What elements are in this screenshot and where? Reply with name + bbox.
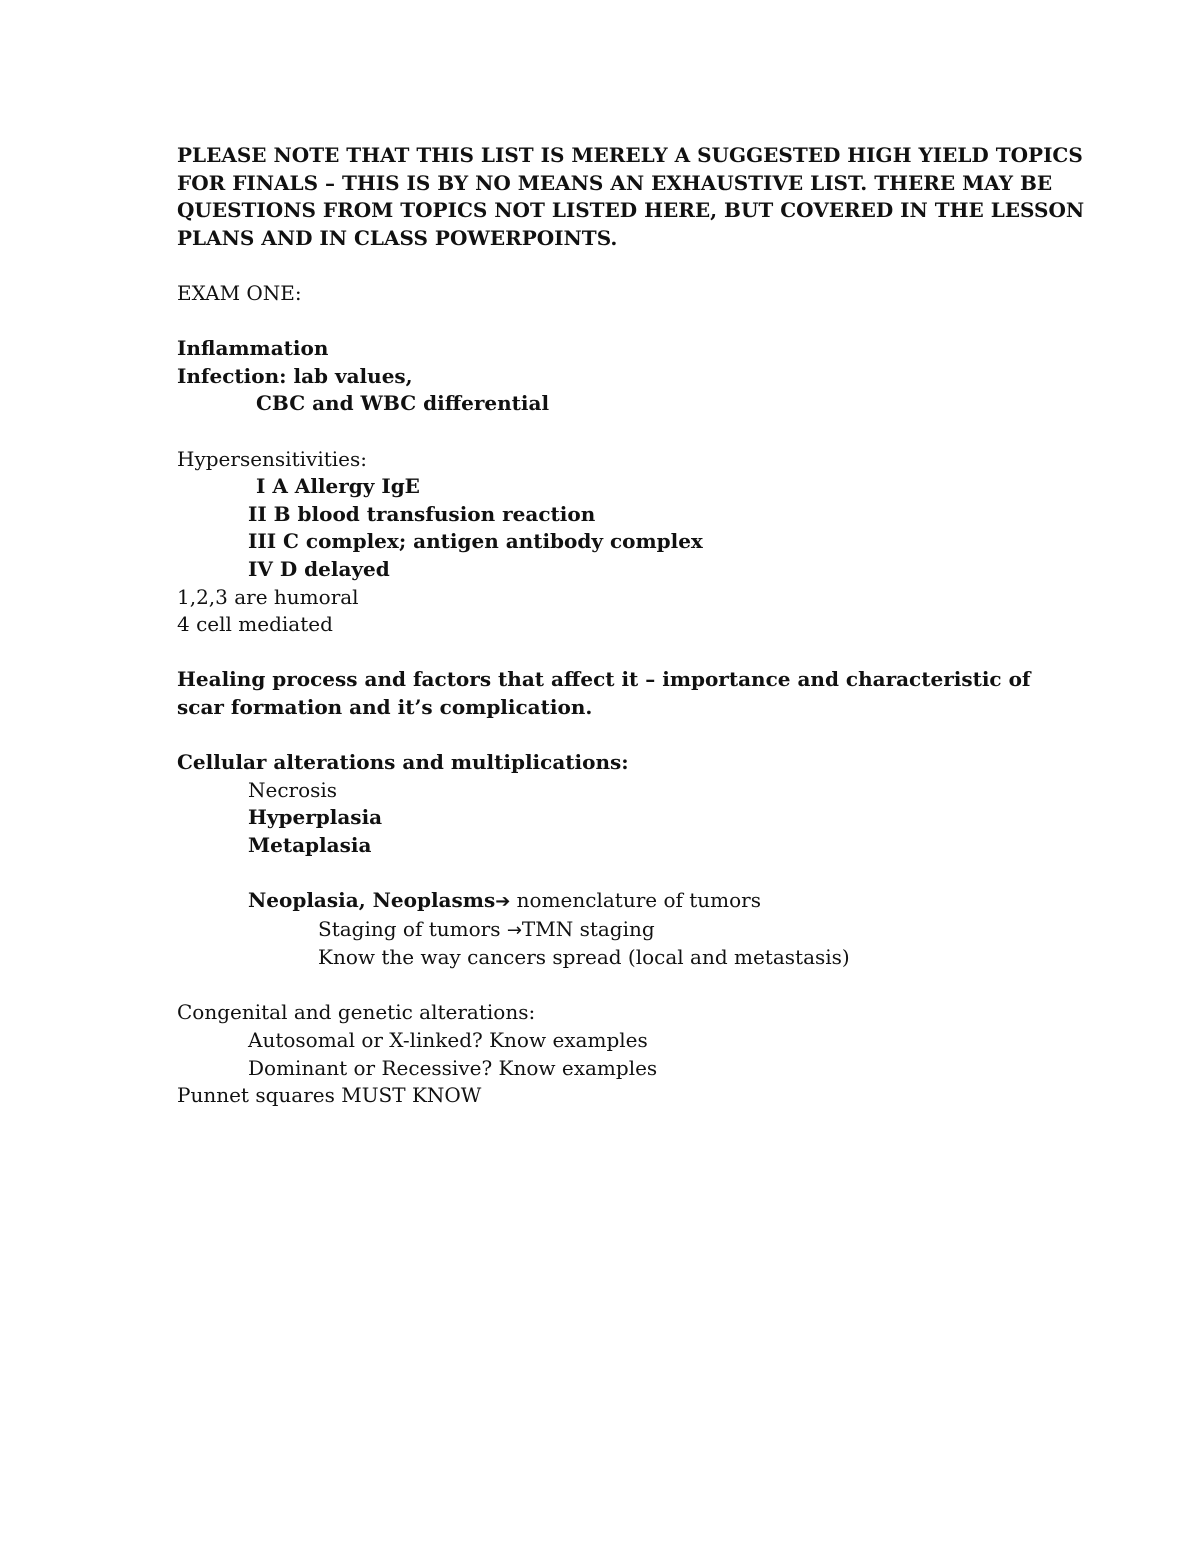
infection-subtopic: CBC and WBC differential (256, 391, 550, 416)
neoplasia-nomenclature: nomenclature of tumors (510, 888, 761, 913)
hypersensitivity-type-3: III C complex; antigen antibody complex (248, 529, 703, 554)
congenital-item-autosomal: Autosomal or X-linked? Know examples (248, 1028, 648, 1052)
healing-line-2: scar formation and it’s complication. (177, 694, 593, 719)
arrow-icon: ➔ (495, 891, 511, 913)
congenital-heading: Congenital and genetic alterations: (177, 1000, 536, 1025)
hypersensitivity-type-2: II B blood transfusion reaction (248, 501, 596, 526)
hypersensitivity-type-1: I A Allergy IgE (256, 474, 420, 499)
spacer (177, 639, 1037, 667)
punnet-line: Punnet squares MUST KNOW (177, 1083, 482, 1108)
staging-rest: TMN staging (521, 916, 655, 941)
notice-line-3: QUESTIONS FROM TOPICS NOT LISTED HERE, BUT COVERED IN THE LESSON (177, 198, 1085, 223)
staging-prefix: Staging of tumors (318, 916, 507, 941)
infection-topic: Infection: lab values, (177, 363, 413, 388)
hypersensitivities-heading: Hypersensitivities: (177, 446, 367, 471)
cellular-item-hyperplasia: Hyperplasia (248, 805, 383, 830)
document-body (177, 142, 1085, 1110)
arrow-icon: → (506, 919, 522, 941)
spacer (177, 721, 1037, 749)
notice-line-1: PLEASE NOTE THAT THIS LIST IS MERELY A SUGGESTED HIGH YIELD TOPICS (177, 143, 1083, 167)
hypersensitivity-note-cell: 4 cell mediated (177, 612, 333, 637)
spacer (177, 972, 1037, 1000)
notice-line-2: FOR FINALS – THIS IS BY NO MEANS AN EXHAUSTIVE LIST. THERE MAY BE (177, 170, 1053, 195)
hypersensitivity-note-humoral: 1,2,3 are humoral (177, 584, 359, 609)
inflammation-topic: Inflammation (177, 336, 329, 361)
congenital-item-dominant: Dominant or Recessive? Know examples (248, 1055, 658, 1080)
neoplasia-bold: Neoplasia, Neoplasms (248, 888, 496, 913)
exam-heading: EXAM ONE: (177, 280, 302, 305)
staging-line (177, 916, 1037, 945)
notice-line-4: PLANS AND IN CLASS POWERPOINTS. (177, 225, 618, 250)
cellular-heading: Cellular alterations and multiplications: (177, 750, 629, 775)
spacer (177, 859, 1037, 887)
spacer (177, 252, 1037, 280)
hypersensitivity-type-4: IV D delayed (248, 556, 390, 581)
spread-line: Know the way cancers spread (local and metastasis) (318, 945, 850, 970)
neoplasia-line (177, 887, 1037, 916)
healing-line-1: Healing process and factors that affect it – importance and characteristic of (177, 667, 1031, 692)
spacer (177, 308, 1037, 336)
cellular-item-metaplasia: Metaplasia (248, 832, 372, 857)
spacer (177, 418, 1037, 446)
cellular-item-necrosis: Necrosis (248, 777, 338, 802)
